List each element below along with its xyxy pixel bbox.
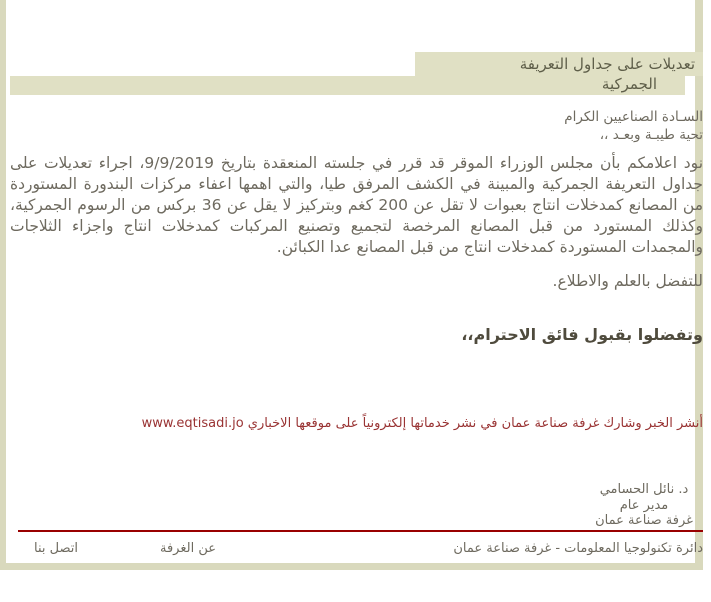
- promo-text: أنشر الخبر وشارك غرفة صناعة عمان في نشر خدماتها إلكترونياً على موقعها الاخباري: [243, 416, 703, 431]
- letter-body-paragraph: نود اعلامكم بأن مجلس الوزراء الموقر قد قرر في جلسته المنعقدة بتاريخ 9/9/2019، اجراء تعديلات على جداول التعريفة الجمركية والمبينة في الكشف المرفق طيا، والتي اهمها اعفاء مركزات البندورة المستوردة من المصانع كمدخلات انتاج بعبوات لا تقل عن 200 كغم وبتركيز لا يقل عن 36 بركس من الرسوم الجمركية، وكذلك المستورد من قبل المصانع المرخصة لتجميع وتصنيع المركبات كمدخلات انتاج واجزاء الثلاجات والمجمدات المستوردة كمدخلات انتاج من قبل المصانع عدا الكبائن.: [10, 154, 704, 256]
- footer-divider-rule: [18, 530, 703, 532]
- footer-link-about[interactable]: عن الغرفة: [159, 540, 216, 556]
- letter-content: [10, 0, 703, 570]
- footer-department-text: دائرة تكنولوجيا المعلومات - غرفة صناعة عمان: [453, 540, 703, 556]
- signature-block: [585, 482, 703, 529]
- footer-links: [34, 541, 216, 556]
- greeting-text: تحية طيبـة وبعـد ،،: [599, 127, 703, 143]
- page-footer: [10, 541, 703, 556]
- page-header: [10, 52, 703, 95]
- footer-link-contact[interactable]: اتصل بنا: [34, 540, 78, 556]
- signature-name: د. نائل الحسامي: [599, 482, 689, 497]
- closing-line: وتفضلوا بقبول فائق الاحترام،،: [461, 325, 703, 344]
- signature-title: مدير عام: [619, 497, 669, 513]
- promo-line: [10, 415, 703, 433]
- page-title-line2: الجمركية: [10, 76, 685, 95]
- left-frame-border: [0, 0, 6, 570]
- signature-organization: غرفة صناعة عمان: [595, 513, 693, 528]
- salutation-text: السـادة الصناعيين الكرام: [564, 109, 703, 125]
- acknowledgement-line: للتفضل بالعلم والاطلاع.: [552, 272, 703, 290]
- eqtisadi-link[interactable]: www.eqtisadi.jo: [141, 416, 244, 431]
- page-title: تعديلات على جداول التعريفة: [415, 52, 703, 76]
